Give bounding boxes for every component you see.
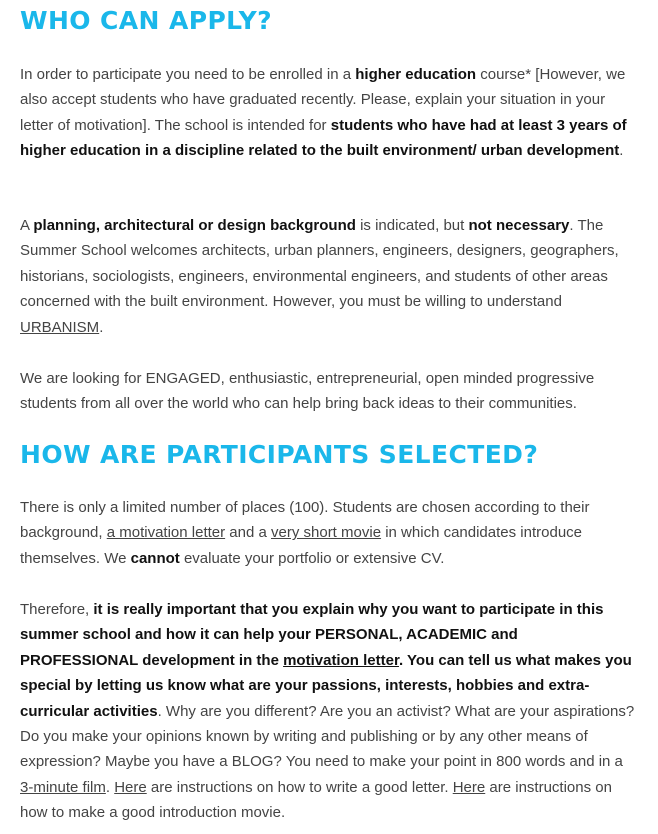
bold-text-part: . You can tell us what makes you special by letting us know what are your passions, interests, hobbies and extra-curricular activities bbox=[20, 651, 632, 720]
text: are instructions on how to write a good letter. bbox=[146, 778, 453, 796]
urbanism-link[interactable]: URBANISM bbox=[20, 318, 100, 336]
text: A bbox=[20, 217, 34, 234]
bold-text: planning, architectural or design background bbox=[33, 217, 356, 234]
paragraph-motivation bbox=[20, 597, 640, 826]
movie-instructions-link[interactable]: Here bbox=[452, 778, 486, 796]
text: . Why are you different? Are you an activist? What are your aspirations? Do you make your opinions known by writing and publishing or by any other means of expression? Maybe you have a BLOG? You need to make your point in 800 words and in a bbox=[20, 702, 635, 771]
paragraph-background bbox=[20, 213, 640, 340]
paragraph-looking-for: We are looking for ENGAGED, enthusiastic, entrepreneurial, open minded progressive students from all over the world who can help bring back ideas to their communities. bbox=[20, 370, 595, 413]
three-minute-film-link[interactable]: 3-minute film bbox=[20, 778, 106, 796]
bold-text: higher education bbox=[355, 66, 477, 83]
heading-who-can-apply: WHO CAN APPLY? bbox=[20, 6, 273, 35]
bold-text: cannot bbox=[130, 549, 180, 567]
letter-instructions-link[interactable]: Here bbox=[114, 778, 147, 796]
text: In order to participate you need to be enrolled in a bbox=[20, 66, 356, 83]
text: and a bbox=[225, 524, 271, 542]
motivation-letter-link[interactable]: a motivation letter bbox=[106, 524, 226, 542]
text: is indicated, but bbox=[355, 217, 469, 234]
short-movie-link[interactable]: very short movie bbox=[271, 524, 382, 542]
text: Therefore, bbox=[20, 601, 94, 618]
text: are instructions on how to make a good introduction movie. bbox=[20, 778, 612, 822]
text: . bbox=[105, 778, 115, 796]
motivation-letter-bold-link[interactable]: motivation letter bbox=[283, 651, 399, 669]
bold-text: not necessary bbox=[468, 217, 570, 234]
text: course* [However, we also accept students who have graduated recently. Please, explain your situation in your letter of motivation]. The school is intended for bbox=[20, 66, 626, 134]
text: evaluate your portfolio or extensive CV. bbox=[179, 549, 445, 567]
paragraph-eligibility bbox=[20, 62, 640, 164]
bold-text-part: it is really important that you explain why you want to participate in this summer school and how it can help your PERSONAL, ACADEMIC and PROFESSIONAL development in the bbox=[20, 601, 604, 669]
heading-how-selected: HOW ARE PARTICIPANTS SELECTED? bbox=[20, 440, 539, 469]
bold-text: students who have had at least 3 years of higher education in a discipline related to the built environment/ urban development bbox=[20, 116, 627, 160]
text: . The Summer School welcomes architects, urban planners, engineers, designers, geographers, historians, sociologists, engineers, environmental engineers, and students of other areas concerned with the built environment. However, you must be willing to understand bbox=[20, 217, 619, 311]
text: . bbox=[619, 142, 624, 160]
text: There is only a limited number of places (100). Students are chosen according to their background, bbox=[20, 499, 590, 542]
paragraph-selection bbox=[20, 495, 640, 571]
text: . bbox=[99, 318, 104, 336]
text: in which candidates introduce themselves. We bbox=[20, 524, 583, 567]
